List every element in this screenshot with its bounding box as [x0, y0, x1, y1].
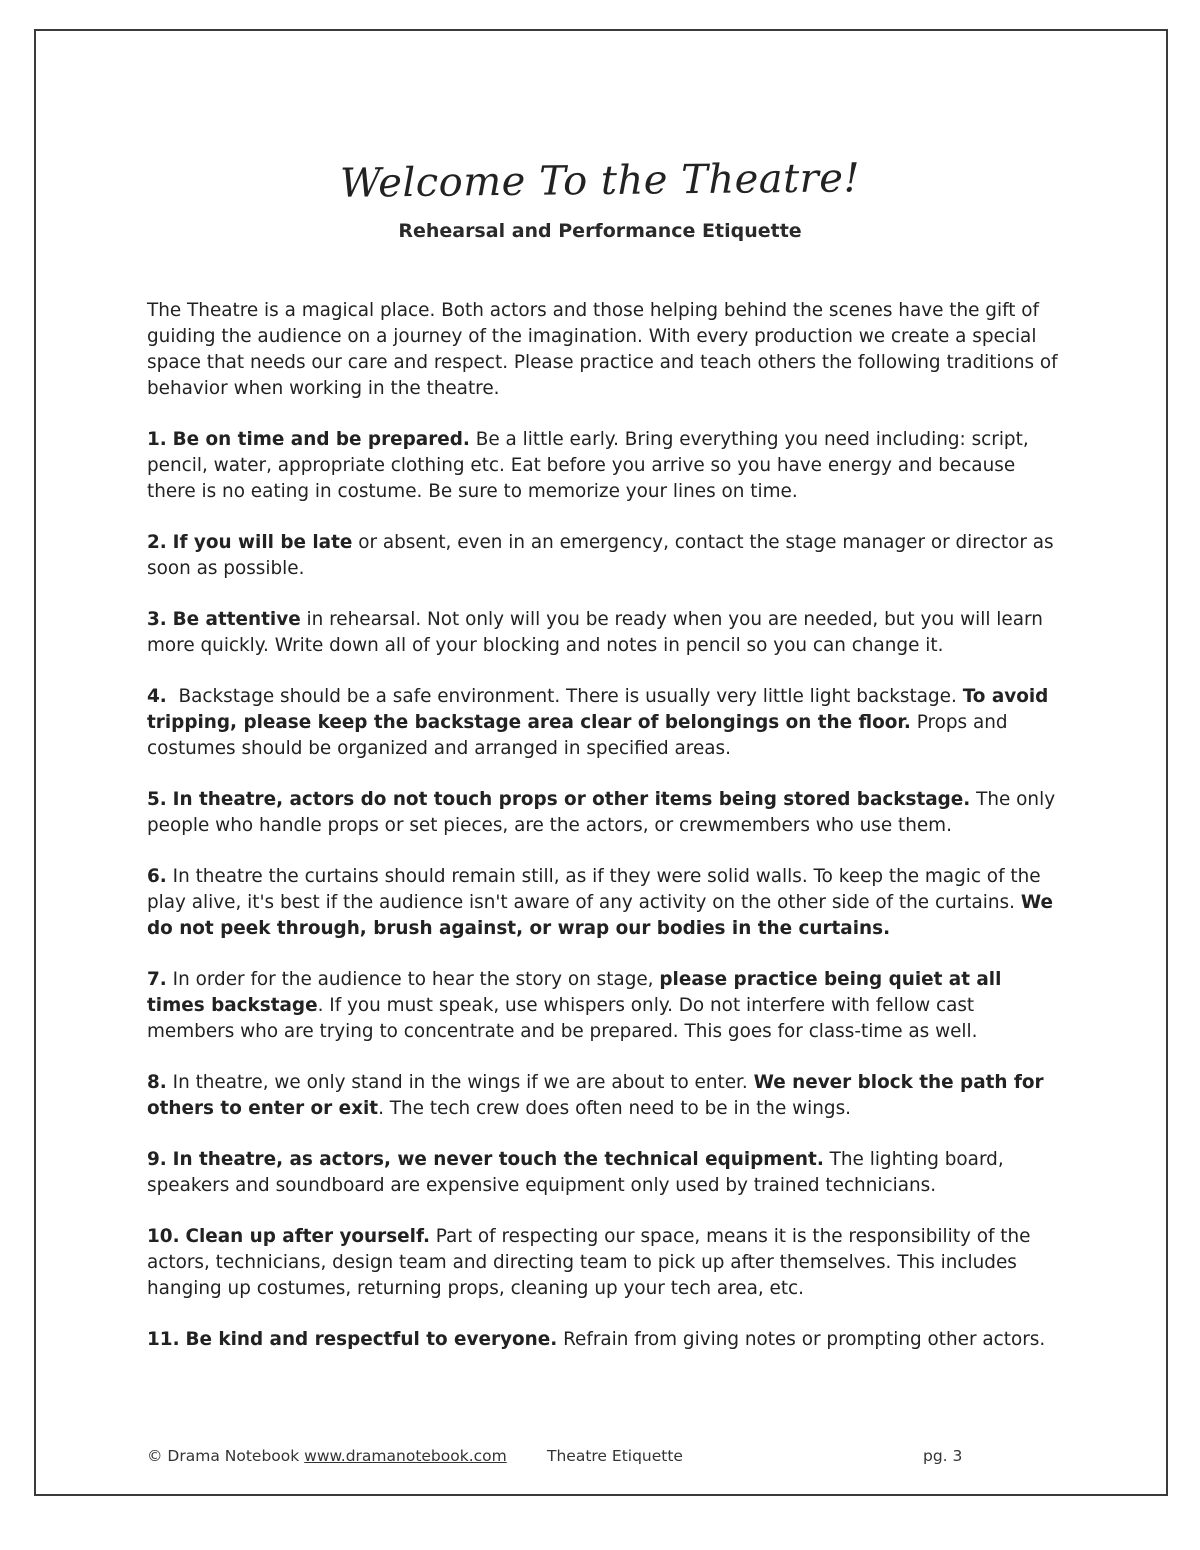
rule-number: 11. [147, 1329, 180, 1350]
rule-text-before: In theatre, we only stand in the wings if we are about to enter. [166, 1072, 754, 1093]
rule-3 [147, 607, 1063, 659]
rule-number: 9. [147, 1149, 167, 1170]
rule-number: 1. [147, 429, 167, 450]
rule-text-after: Props and costumes should be organized and arranged in specified areas. [147, 712, 1008, 759]
rule-number: 4. [147, 686, 167, 707]
rule-lead: Clean up after yourself. [185, 1226, 430, 1247]
rule-emphasis: We never block the path for others to enter or exit [147, 1072, 1044, 1119]
footer-copyright [147, 1447, 507, 1465]
rule-8 [147, 1070, 1063, 1122]
rule-text: in rehearsal. Not only will you be ready when you are needed, but you will learn more quickly. Write down all of your blocking and notes in pencil so you can change it. [147, 609, 1043, 656]
rule-number: 8. [147, 1072, 167, 1093]
rule-11 [147, 1327, 1063, 1353]
rule-text-before: Backstage should be a safe environment. There is usually very little light backstage. [166, 686, 963, 707]
rule-5 [147, 787, 1063, 839]
rule-text: Refrain from giving notes or prompting other actors. [557, 1329, 1046, 1350]
rule-number: 10. [147, 1226, 180, 1247]
rule-lead: If you will be late [172, 532, 353, 553]
rule-text-before: In theatre the curtains should remain still, as if they were solid walls. To keep the magic of the play alive, it's best if the audience isn't aware of any activity on the other side of the curtains. [147, 866, 1041, 913]
rule-number: 3. [147, 609, 167, 630]
rule-emphasis: please practice being quiet at all times backstage [147, 969, 1002, 1016]
page-subtitle: Rehearsal and Performance Etiquette [398, 220, 802, 242]
document-body [147, 298, 1063, 1378]
rule-lead: In theatre, as actors, we never touch the technical equipment. [172, 1149, 824, 1170]
website-link[interactable]: www.dramanotebook.com [304, 1447, 507, 1465]
rule-7 [147, 967, 1063, 1045]
rule-number: 5. [147, 789, 167, 810]
rule-text: or absent, even in an emergency, contact the stage manager or director as soon as possible. [147, 532, 1054, 579]
rule-6 [147, 864, 1063, 942]
rule-text-before: In order for the audience to hear the story on stage, [166, 969, 660, 990]
rule-number: 6. [147, 866, 167, 887]
rule-10 [147, 1224, 1063, 1302]
rule-1 [147, 427, 1063, 505]
rule-text: The lighting board, speakers and soundboard are expensive equipment only used by trained technicians. [147, 1149, 1004, 1196]
copyright-text: © Drama Notebook [147, 1447, 305, 1465]
rule-lead: Be on time and be prepared. [172, 429, 470, 450]
rule-emphasis: We do not peek through, brush against, or wrap our bodies in the curtains. [147, 892, 1053, 939]
rule-4 [147, 684, 1063, 762]
rule-9 [147, 1147, 1063, 1199]
rule-text: The only people who handle props or set pieces, are the actors, or crewmembers who use them. [147, 789, 1056, 836]
rule-lead: Be attentive [172, 609, 301, 630]
rule-text: Part of respecting our space, means it is the responsibility of the actors, technicians, design team and directing team to pick up after themselves. This includes hanging up costumes, returning props, cleaning up your tech area, etc. [147, 1226, 1031, 1299]
footer-page-number: pg. 3 [923, 1447, 963, 1465]
page-title: Welcome To the Theatre! [339, 155, 861, 207]
rule-number: 7. [147, 969, 167, 990]
footer-doc-name: Theatre Etiquette [547, 1447, 683, 1465]
rule-lead: Be kind and respectful to everyone. [185, 1329, 558, 1350]
intro-paragraph: The Theatre is a magical place. Both actors and those helping behind the scenes have the gift of guiding the audience on a journey of the imagination. With every production we create a special space that needs our care and respect. Please practice and teach others the following traditions of behavior when working in the theatre. [147, 300, 1058, 399]
rule-number: 2. [147, 532, 167, 553]
rule-text: Be a little early. Bring everything you need including: script, pencil, water, appropriate clothing etc. Eat before you arrive so you have energy and because there is no eating in costume. Be sure to memorize your lines on time. [147, 429, 1029, 502]
rule-2 [147, 530, 1063, 582]
rule-lead: In theatre, actors do not touch props or other items being stored backstage. [172, 789, 971, 810]
rule-text-after: . If you must speak, use whispers only. Do not interfere with fellow cast members who are trying to concentrate and be prepared. This goes for class-time as well. [147, 995, 978, 1042]
rule-text-after: . The tech crew does often need to be in the wings. [378, 1098, 852, 1119]
rule-emphasis: To avoid tripping, please keep the backstage area clear of belongings on the floor. [147, 686, 1049, 733]
